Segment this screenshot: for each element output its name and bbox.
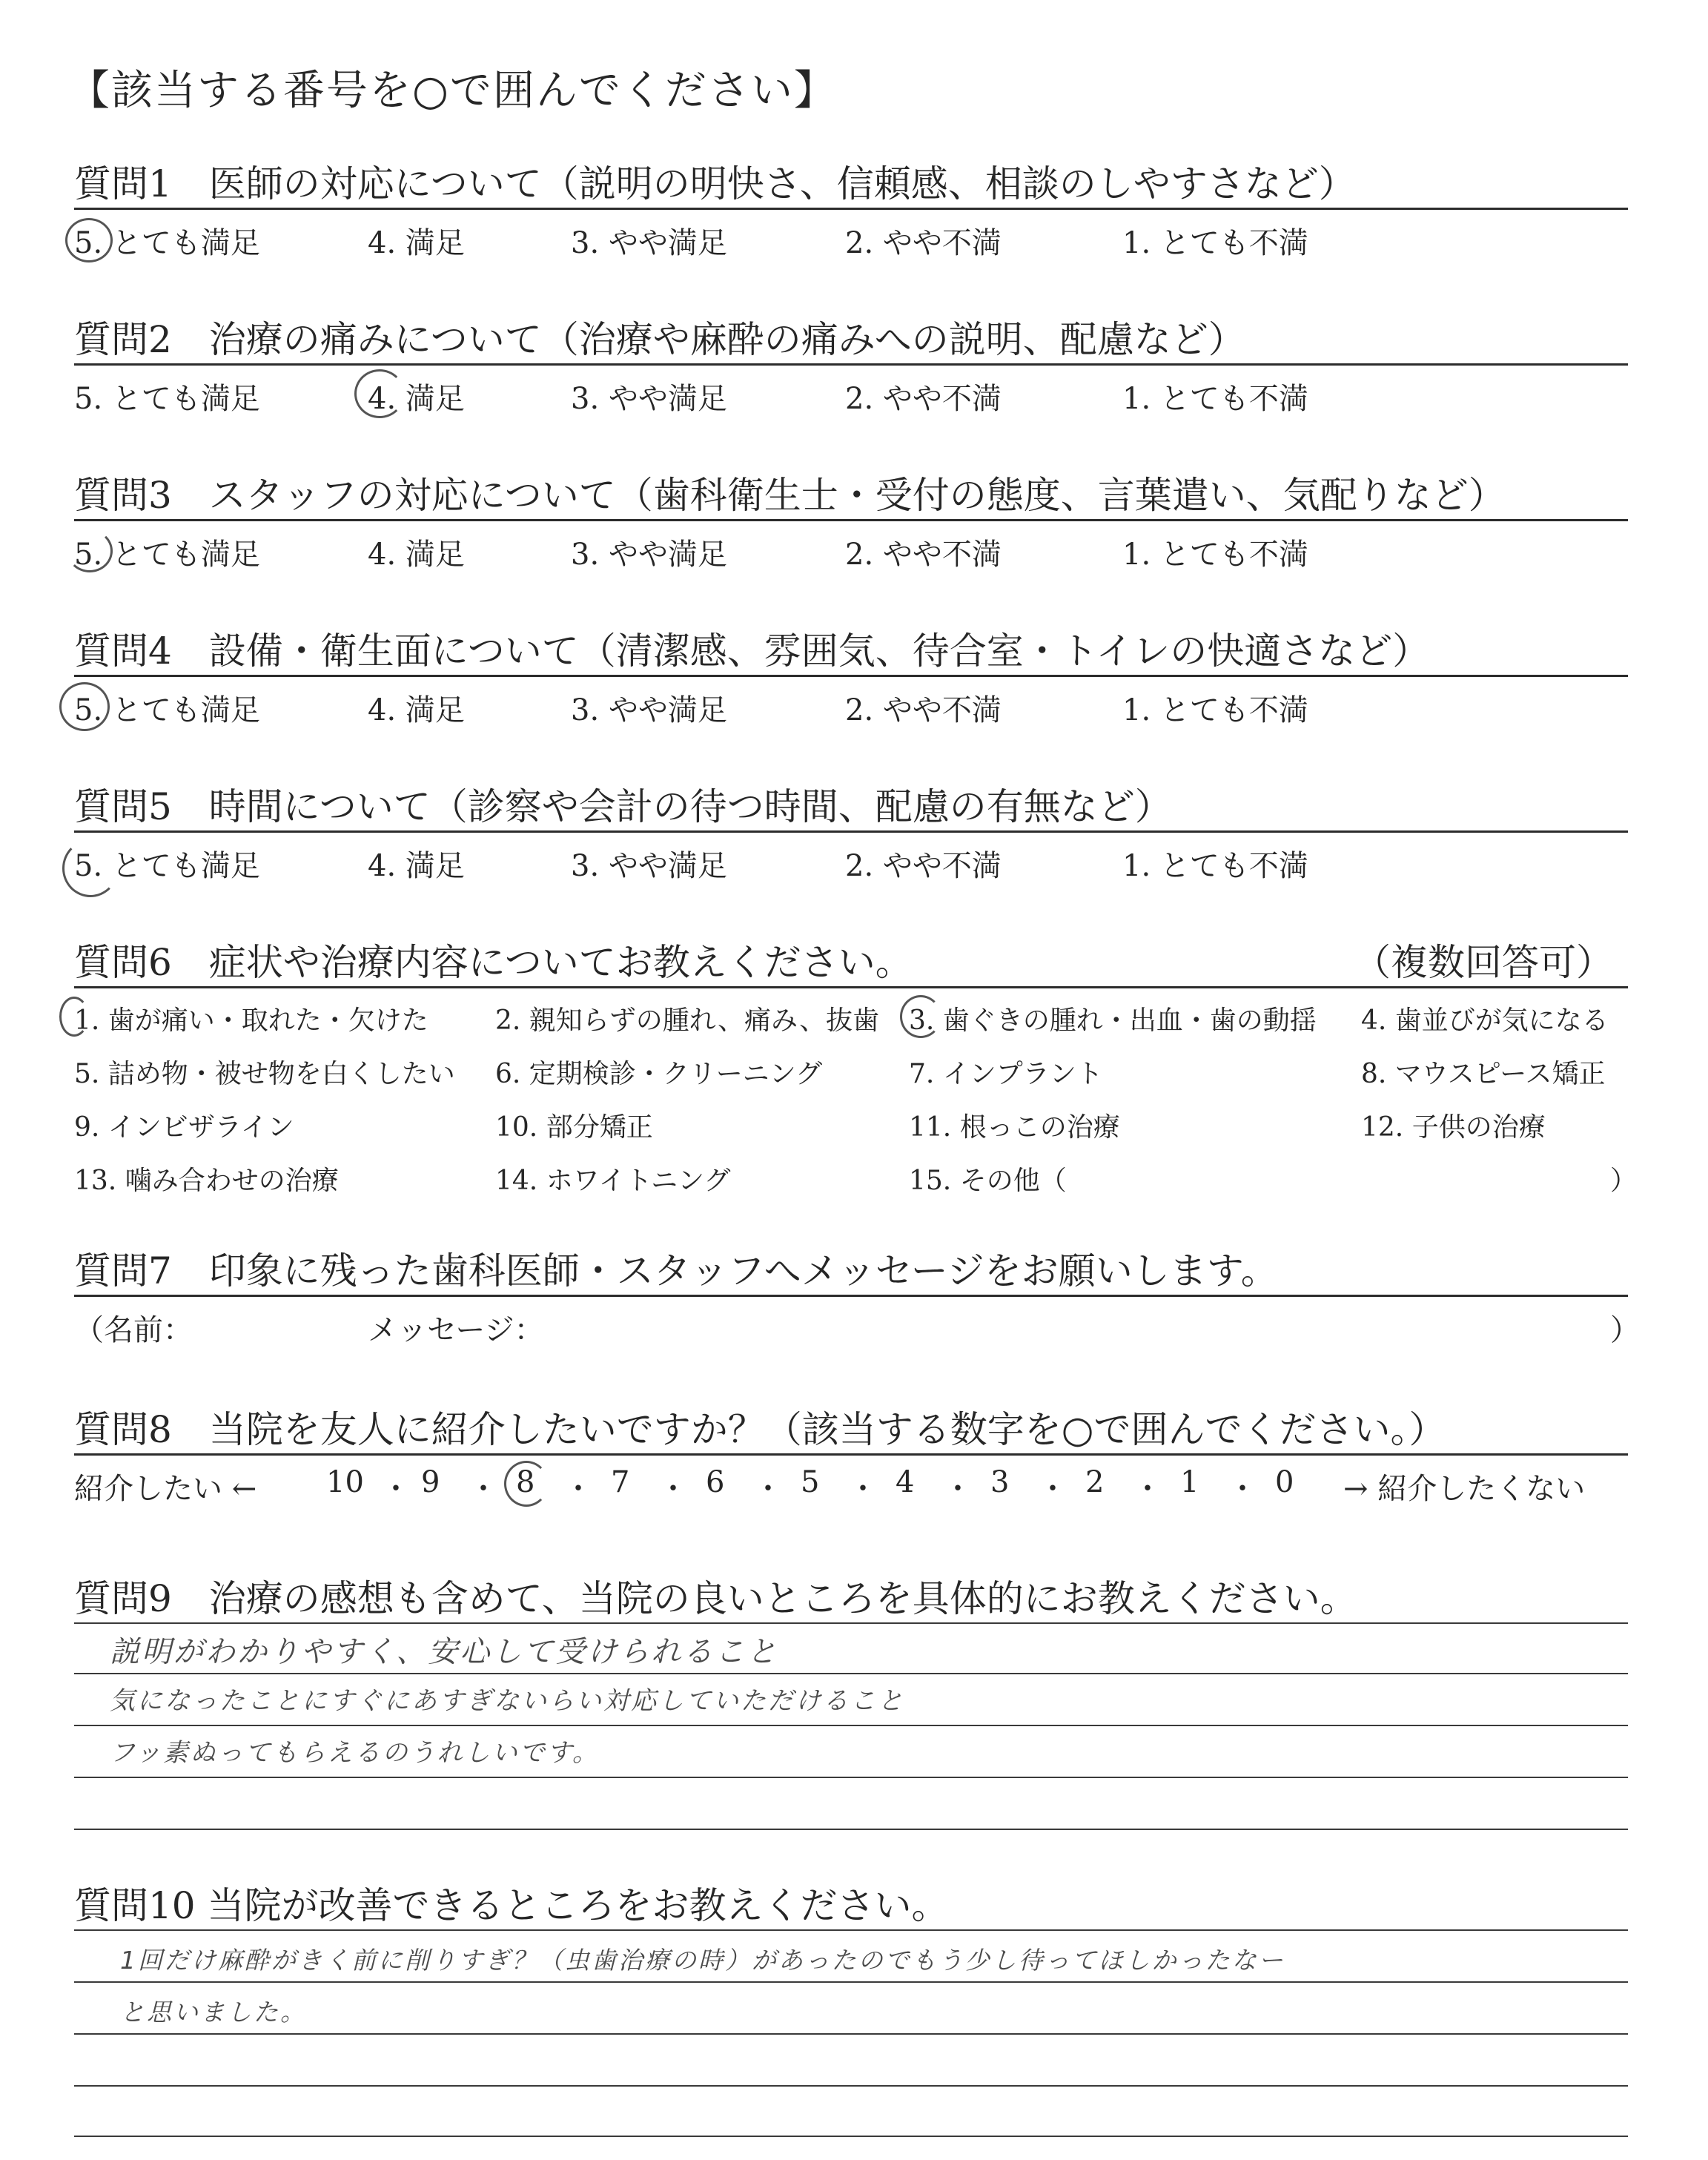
q6-option-7[interactable]: 7. インプラント <box>909 1059 1103 1089</box>
page-title: 【該当する番号を○で囲んでください】 <box>68 67 837 115</box>
question-10-title: 質問10 当院が改善できるところをお教えください。 <box>74 1884 949 1927</box>
q9-answer-line-3: フッ素ぬってもらえるのうれしいです。 <box>110 1738 600 1768</box>
q8-scale-separator: ・ <box>563 1472 593 1506</box>
q6-option-11[interactable]: 11. 根っこの治療 <box>909 1112 1120 1143</box>
q2-option-4[interactable]: 4. 満足 <box>368 382 465 416</box>
q4-option-5[interactable]: 5. とても満足 <box>74 693 260 727</box>
q5-option-5[interactable]: 5. とても満足 <box>74 849 260 883</box>
q8-scale-6[interactable]: 6 <box>706 1465 725 1499</box>
q3-option-2[interactable]: 2. やや不満 <box>845 538 1002 572</box>
q10-rule-4 <box>74 2085 1628 2087</box>
q4-option-4[interactable]: 4. 満足 <box>368 693 465 727</box>
question-8-title: 質問8 当院を友人に紹介したいですか？（該当する数字を○で囲んでください。） <box>74 1408 1446 1451</box>
q2-option-5[interactable]: 5. とても満足 <box>74 382 260 416</box>
q9-rule-1 <box>74 1622 1628 1624</box>
q8-scale-9[interactable]: 9 <box>421 1465 440 1499</box>
q8-selection-circle <box>504 1461 549 1507</box>
question-9-title: 質問9 治療の感想も含めて、当院の良いところを具体的にお教えください。 <box>74 1577 1357 1620</box>
question-4-title: 質問4 設備・衛生面について（清潔感、雰囲気、待合室・トイレの快適さなど） <box>74 630 1430 673</box>
question-3-title: 質問3 スタッフの対応について（歯科衛生士・受付の態度、言葉遣い、気配りなど） <box>74 474 1506 517</box>
question-5-rule <box>74 830 1628 833</box>
q5-option-1[interactable]: 1. とても不満 <box>1122 849 1308 883</box>
q6-option-3[interactable]: 3. 歯ぐきの腫れ・出血・歯の動揺 <box>909 1005 1317 1036</box>
q8-scale-0[interactable]: 0 <box>1275 1465 1294 1499</box>
q10-rule-1 <box>74 1929 1628 1931</box>
q9-answer-line-2: 気になったことにすぐにあすぎないらい対応していただけること <box>110 1686 905 1716</box>
q8-scale-separator: ・ <box>381 1472 411 1506</box>
q8-scale-8[interactable]: 8 <box>516 1465 535 1499</box>
q3-option-3[interactable]: 3. やや満足 <box>571 538 727 572</box>
q8-scale-separator: ・ <box>848 1472 878 1506</box>
q8-scale <box>326 1465 1320 1506</box>
q6-option-8[interactable]: 8. マウスピース矯正 <box>1361 1059 1606 1089</box>
q6-option-5[interactable]: 5. 詰め物・被せ物を白くしたい <box>74 1059 455 1089</box>
q8-scale-separator: ・ <box>1038 1472 1068 1506</box>
question-4-rule <box>74 675 1628 677</box>
q6-option-10[interactable]: 10. 部分矯正 <box>495 1112 653 1143</box>
question-3-rule <box>74 519 1628 521</box>
q7-close-paren: ） <box>1610 1313 1640 1347</box>
q1-option-5[interactable]: 5. とても満足 <box>74 226 260 260</box>
q5-option-4[interactable]: 4. 満足 <box>368 849 465 883</box>
q8-scale-separator: ・ <box>753 1472 783 1506</box>
question-7-title: 質問7 印象に残った歯科医師・スタッフへメッセージをお願いします。 <box>74 1249 1278 1292</box>
q8-right-label: → 紹介したくない <box>1343 1472 1586 1506</box>
q6-option-14[interactable]: 14. ホワイトニング <box>495 1166 731 1196</box>
question-2-rule <box>74 363 1628 366</box>
q3-selection-circle <box>67 529 113 572</box>
q1-selection-circle <box>65 218 113 262</box>
q6-option-1[interactable]: 1. 歯が痛い・取れた・欠けた <box>74 1005 428 1036</box>
q10-answer-line-2: と思いました。 <box>120 1998 307 2027</box>
q3-option-5[interactable]: 5. とても満足 <box>74 538 260 572</box>
q4-option-3[interactable]: 3. やや満足 <box>571 693 727 727</box>
q6-option-6[interactable]: 6. 定期検診・クリーニング <box>495 1059 823 1089</box>
q3-option-4[interactable]: 4. 満足 <box>368 538 465 572</box>
q8-scale-separator: ・ <box>1133 1472 1162 1506</box>
q6-selection-circle-1 <box>59 997 89 1037</box>
question-8-rule <box>74 1453 1628 1456</box>
q6-option-4[interactable]: 4. 歯並びが気になる <box>1361 1005 1609 1036</box>
q2-option-3[interactable]: 3. やや満足 <box>571 382 727 416</box>
q8-scale-5[interactable]: 5 <box>801 1465 820 1499</box>
q4-option-1[interactable]: 1. とても不満 <box>1122 693 1308 727</box>
q2-option-1[interactable]: 1. とても不満 <box>1122 382 1308 416</box>
q4-selection-circle <box>59 682 110 731</box>
q8-scale-2[interactable]: 2 <box>1085 1465 1105 1499</box>
q8-scale-separator: ・ <box>943 1472 973 1506</box>
question-1-rule <box>74 208 1628 210</box>
q8-scale-separator: ・ <box>469 1472 498 1506</box>
q9-rule-3 <box>74 1725 1628 1726</box>
q8-scale-1[interactable]: 1 <box>1180 1465 1199 1499</box>
question-6-title: 質問6 症状や治療内容についてお教えください。 <box>74 941 913 984</box>
q6-option-9[interactable]: 9. インビザライン <box>74 1112 294 1143</box>
q6-other-close-paren: ） <box>1610 1166 1638 1196</box>
q8-left-label: 紹介したい ← <box>74 1472 257 1506</box>
q10-rule-2 <box>74 1981 1628 1983</box>
question-5-title: 質問5 時間について（診察や会計の待つ時間、配慮の有無など） <box>74 785 1172 828</box>
q4-option-2[interactable]: 2. やや不満 <box>845 693 1002 727</box>
q10-rule-3 <box>74 2033 1628 2035</box>
q8-scale-10[interactable]: 10 <box>326 1465 364 1499</box>
q1-option-3[interactable]: 3. やや満足 <box>571 226 727 260</box>
q9-answer-line-1: 説明がわかりやすく、安心して受けられること <box>110 1635 779 1669</box>
q9-rule-4 <box>74 1777 1628 1778</box>
question-2-title: 質問2 治療の痛みについて（治療や麻酔の痛みへの説明、配慮など） <box>74 318 1245 361</box>
q6-selection-circle-3 <box>900 995 941 1038</box>
q10-answer-line-1: 1回だけ麻酔がきく前に削りすぎ？（虫歯治療の時）があったのでもう少し待ってほしかったなー <box>120 1946 1285 1975</box>
q5-selection-circle <box>62 839 119 897</box>
q6-option-12[interactable]: 12. 子供の治療 <box>1361 1112 1546 1143</box>
q6-option-13[interactable]: 13. 噛み合わせの治療 <box>74 1166 339 1196</box>
q6-option-2[interactable]: 2. 親知らずの腫れ、痛み、抜歯 <box>495 1005 880 1036</box>
q8-scale-7[interactable]: 7 <box>611 1465 630 1499</box>
q3-option-1[interactable]: 1. とても不満 <box>1122 538 1308 572</box>
q7-message-label: メッセージ： <box>368 1313 544 1347</box>
q8-scale-separator: ・ <box>658 1472 688 1506</box>
q1-option-4[interactable]: 4. 満足 <box>368 226 465 260</box>
q8-scale-3[interactable]: 3 <box>990 1465 1010 1499</box>
q8-scale-separator: ・ <box>1228 1472 1257 1506</box>
q2-option-2[interactable]: 2. やや不満 <box>845 382 1002 416</box>
q5-option-3[interactable]: 3. やや満足 <box>571 849 727 883</box>
question-6-note: （複数回答可） <box>1354 941 1613 984</box>
q2-selection-circle <box>354 369 405 418</box>
q7-name-label: （名前： <box>74 1313 193 1347</box>
q6-option-15[interactable]: 15. その他（ <box>909 1166 1067 1196</box>
q9-rule-5 <box>74 1829 1628 1830</box>
q8-scale-4[interactable]: 4 <box>896 1465 915 1499</box>
q5-option-2[interactable]: 2. やや不満 <box>845 849 1002 883</box>
q1-option-2[interactable]: 2. やや不満 <box>845 226 1002 260</box>
question-1-title: 質問1 医師の対応について（説明の明快さ、信頼感、相談のしやすさなど） <box>74 162 1356 205</box>
q9-rule-2 <box>74 1673 1628 1674</box>
q10-rule-5 <box>74 2136 1628 2137</box>
question-6-rule <box>74 986 1628 988</box>
q1-option-1[interactable]: 1. とても不満 <box>1122 226 1308 260</box>
question-7-rule <box>74 1295 1628 1297</box>
